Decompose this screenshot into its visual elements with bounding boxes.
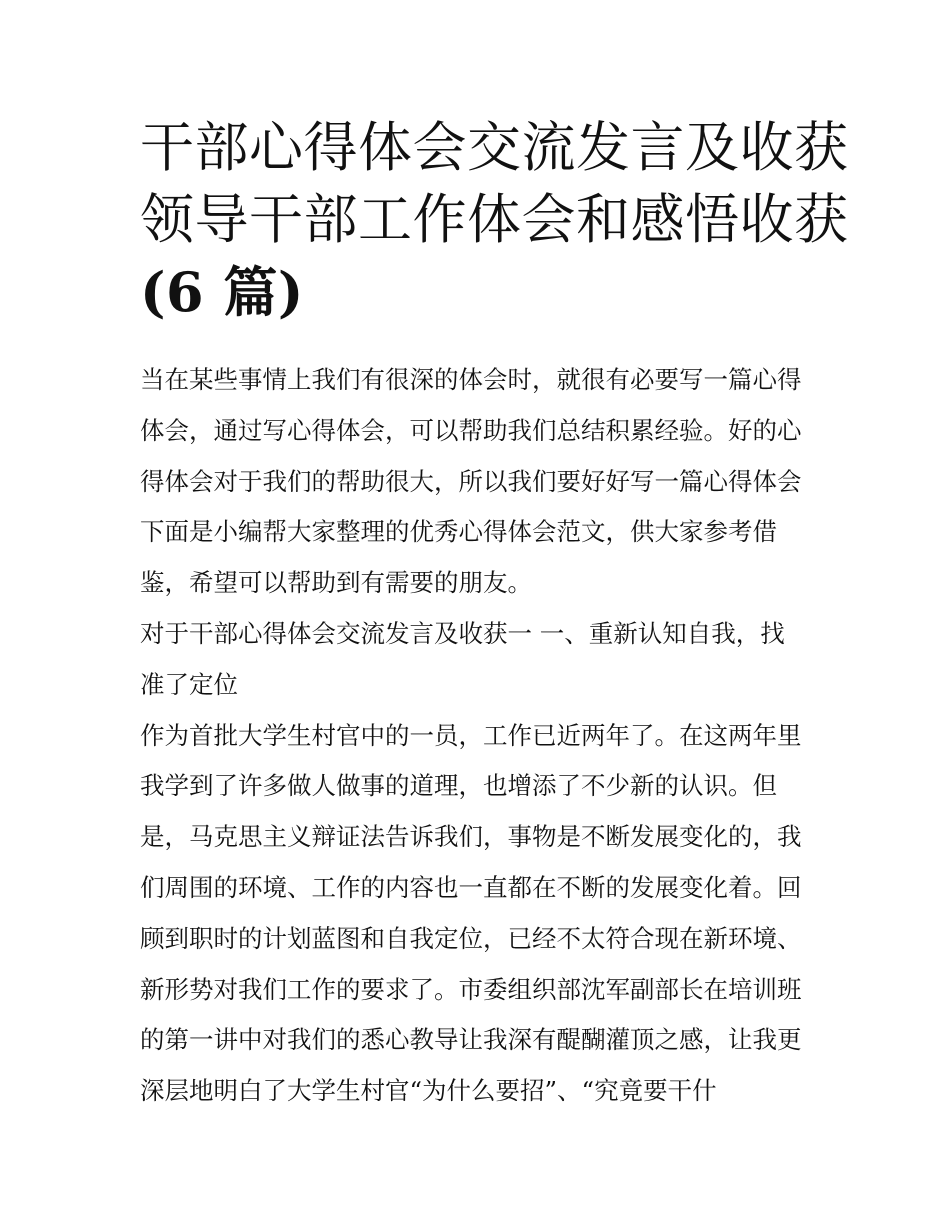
- section-heading-line: 对于干部心得体会交流发言及收获一 一、重新认知自我，找: [140, 618, 785, 648]
- body-line: 的第一讲中对我们的悉心教导让我深有醍醐灌顶之感，让我更: [140, 1025, 802, 1055]
- body-line: 我学到了许多做人做事的道理，也增添了不少新的认识。但: [140, 771, 777, 801]
- document-page: [140, 0, 849, 1229]
- body-line: 新形势对我们工作的要求了。市委组织部沈军副部长在培训班: [140, 974, 802, 1004]
- body-line: 们周围的环境、工作的内容也一直都在不断的发展变化着。回: [140, 872, 802, 902]
- title-line: 领导干部工作体会和感悟收获: [140, 188, 849, 251]
- body-line: 体会，通过写心得体会，可以帮助我们总结积累经验。好的心: [140, 415, 802, 445]
- section-heading-line: 准了定位: [140, 669, 238, 699]
- body-line: 是，马克思主义辩证法告诉我们，事物是不断发展变化的，我: [140, 822, 802, 852]
- document-title: [140, 112, 849, 328]
- body-line: 当在某些事情上我们有很深的体会时，就很有必要写一篇心得: [140, 365, 802, 394]
- title-line: 干部心得体会交流发言及收获: [140, 116, 849, 179]
- body-line: 下面是小编帮大家整理的优秀心得体会范文，供大家参考借: [140, 517, 777, 547]
- body-line: 作为首批大学生村官中的一员，工作已近两年了。在这两年里: [140, 720, 802, 750]
- body-line: 深层地明白了大学生村官“为什么要招”、“究竟要干什: [140, 1076, 717, 1106]
- document-body: [140, 355, 820, 1117]
- title-line: (6 篇): [140, 260, 304, 324]
- body-line: 得体会对于我们的帮助很大，所以我们要好好写一篇心得体会: [140, 466, 802, 496]
- body-line: 顾到职时的计划蓝图和自我定位，已经不太符合现在新环境、: [140, 923, 802, 953]
- body-line: 鉴，希望可以帮助到有需要的朋友。: [140, 568, 532, 598]
